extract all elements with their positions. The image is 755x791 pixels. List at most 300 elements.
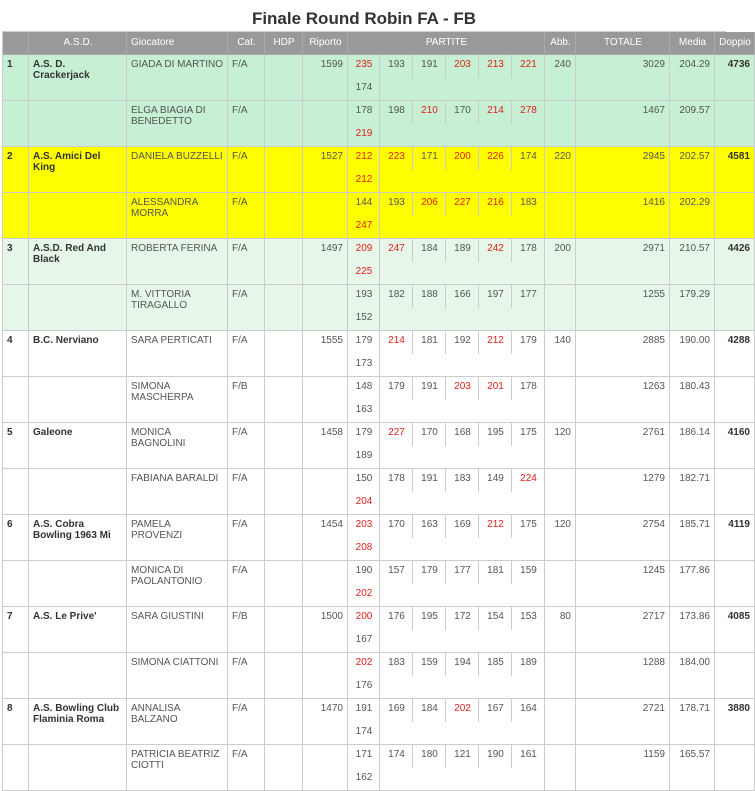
game-score: 182: [380, 285, 413, 308]
header-player: Giocatore: [127, 32, 228, 55]
game-score: 191: [413, 55, 446, 78]
game-score: 190: [479, 745, 512, 768]
team-position-empty: [3, 285, 29, 331]
extra-game-score: 219: [348, 124, 380, 147]
game-score: 193: [380, 193, 413, 216]
extra-game-score: 173: [348, 354, 380, 377]
team-riporto: 1470: [303, 699, 348, 745]
extra-game-empty: [380, 538, 545, 561]
extra-game-score: 167: [348, 630, 380, 653]
game-score: 144: [348, 193, 380, 216]
game-score: 184: [413, 239, 446, 262]
team-doppio-empty: [715, 745, 755, 791]
player-totale: 2721: [576, 699, 670, 745]
team-position-empty: [3, 377, 29, 423]
player-hdp: [265, 239, 303, 285]
header-asd: A.S.D.: [29, 32, 127, 55]
game-score: 195: [413, 607, 446, 630]
game-score: 200: [348, 607, 380, 630]
game-score: 166: [446, 285, 479, 308]
game-score: 170: [413, 423, 446, 446]
team-position-empty: [3, 561, 29, 607]
game-score: 247: [380, 239, 413, 262]
results-table: [2, 31, 751, 791]
player-media: 204.29: [670, 55, 715, 101]
player-media: 182.71: [670, 469, 715, 515]
team-riporto: 1454: [303, 515, 348, 561]
player-name: ROBERTA FERINA: [127, 239, 228, 285]
player-hdp: [265, 469, 303, 515]
team-abb-empty: [545, 285, 576, 331]
game-score: 178: [512, 377, 545, 400]
game-score: 178: [348, 101, 380, 124]
game-score: 221: [512, 55, 545, 78]
game-score: 214: [380, 331, 413, 354]
game-score: 242: [479, 239, 512, 262]
team-doppio-empty: [715, 377, 755, 423]
game-score: 224: [512, 469, 545, 492]
player-hdp: [265, 423, 303, 469]
game-score: 175: [512, 515, 545, 538]
player-media: 180.43: [670, 377, 715, 423]
team-name-empty: [29, 377, 127, 423]
team-doppio-empty: [715, 285, 755, 331]
game-score: 172: [446, 607, 479, 630]
team-name: Galeone: [29, 423, 127, 469]
team-doppio: 4085: [715, 607, 755, 653]
team-position-empty: [3, 193, 29, 239]
header-media: Media: [670, 32, 715, 55]
player-media: 178.71: [670, 699, 715, 745]
header-abb: Abb.: [545, 32, 576, 55]
team-abb-empty: [545, 745, 576, 791]
player-totale: 1467: [576, 101, 670, 147]
player-hdp: [265, 653, 303, 699]
game-score: 227: [446, 193, 479, 216]
game-score: 194: [446, 653, 479, 676]
game-score: 161: [512, 745, 545, 768]
player-media: 177.86: [670, 561, 715, 607]
team-name-empty: [29, 193, 127, 239]
team-doppio: 4160: [715, 423, 755, 469]
game-score: 210: [413, 101, 446, 124]
team-doppio-empty: [715, 101, 755, 147]
game-score: 177: [446, 561, 479, 584]
team-name: A.S.D. Red And Black: [29, 239, 127, 285]
team-riporto: 1500: [303, 607, 348, 653]
extra-game-score: 204: [348, 492, 380, 515]
player-totale: 1416: [576, 193, 670, 239]
game-score: 203: [446, 55, 479, 78]
player-name: MONICA BAGNOLINI: [127, 423, 228, 469]
game-score: 192: [446, 331, 479, 354]
game-score: 191: [413, 377, 446, 400]
game-score: 121: [446, 745, 479, 768]
team-riporto: 1458: [303, 423, 348, 469]
player-media: 184.00: [670, 653, 715, 699]
team-riporto-empty: [303, 561, 348, 607]
team-abb-empty: [545, 377, 576, 423]
player-totale: 2971: [576, 239, 670, 285]
team-name: A.S. Le Prive': [29, 607, 127, 653]
team-abb: 80: [545, 607, 576, 653]
game-score: 180: [413, 745, 446, 768]
game-score: 148: [348, 377, 380, 400]
player-media: 186.14: [670, 423, 715, 469]
player-totale: 1245: [576, 561, 670, 607]
team-doppio: 4119: [715, 515, 755, 561]
player-hdp: [265, 101, 303, 147]
player-category: F/A: [228, 285, 265, 331]
team-position: 5: [3, 423, 29, 469]
game-score: 150: [348, 469, 380, 492]
player-totale: 2754: [576, 515, 670, 561]
player-name: PAMELA PROVENZI: [127, 515, 228, 561]
team-position: 1: [3, 55, 29, 101]
header-partite: PARTITE: [348, 32, 545, 55]
game-score: 202: [348, 653, 380, 676]
extra-game-empty: [380, 170, 545, 193]
game-score: 181: [413, 331, 446, 354]
team-doppio: 4736: [715, 55, 755, 101]
game-score: 223: [380, 147, 413, 170]
player-totale: 1263: [576, 377, 670, 423]
player-media: 202.29: [670, 193, 715, 239]
player-category: F/A: [228, 515, 265, 561]
team-position: 8: [3, 699, 29, 745]
extra-game-score: 208: [348, 538, 380, 561]
game-score: 206: [413, 193, 446, 216]
team-abb: 220: [545, 147, 576, 193]
game-score: 189: [446, 239, 479, 262]
team-riporto: 1497: [303, 239, 348, 285]
player-category: F/B: [228, 377, 265, 423]
team-riporto-empty: [303, 377, 348, 423]
team-position-empty: [3, 653, 29, 699]
extra-game-score: 225: [348, 262, 380, 285]
player-totale: 2945: [576, 147, 670, 193]
team-name-empty: [29, 469, 127, 515]
header-pos: [3, 32, 29, 55]
player-hdp: [265, 147, 303, 193]
extra-game-empty: [380, 492, 545, 515]
game-score: 197: [479, 285, 512, 308]
player-totale: 1255: [576, 285, 670, 331]
extra-game-empty: [380, 124, 545, 147]
player-category: F/A: [228, 55, 265, 101]
game-score: 185: [479, 653, 512, 676]
extra-game-score: 174: [348, 78, 380, 101]
game-score: 191: [348, 699, 380, 722]
game-score: 178: [512, 239, 545, 262]
team-name-empty: [29, 745, 127, 791]
player-name: DANIELA BUZZELLI: [127, 147, 228, 193]
team-riporto-empty: [303, 469, 348, 515]
game-score: 164: [512, 699, 545, 722]
player-hdp: [265, 193, 303, 239]
extra-game-empty: [380, 722, 545, 745]
team-doppio-empty: [715, 653, 755, 699]
player-name: SARA GIUSTINI: [127, 607, 228, 653]
player-totale: 1279: [576, 469, 670, 515]
game-score: 235: [348, 55, 380, 78]
extra-game-score: 162: [348, 768, 380, 791]
game-score: 174: [512, 147, 545, 170]
team-position: 2: [3, 147, 29, 193]
player-category: F/A: [228, 561, 265, 607]
player-name: ANNALISA BALZANO: [127, 699, 228, 745]
team-doppio-empty: [715, 193, 755, 239]
game-score: 202: [446, 699, 479, 722]
extra-game-score: 174: [348, 722, 380, 745]
player-media: 210.57: [670, 239, 715, 285]
game-score: 198: [380, 101, 413, 124]
team-doppio: 4288: [715, 331, 755, 377]
game-score: 167: [479, 699, 512, 722]
header-totale: TOTALE: [576, 32, 670, 55]
extra-game-empty: [380, 308, 545, 331]
team-name-empty: [29, 285, 127, 331]
extra-game-score: 247: [348, 216, 380, 239]
team-name-empty: [29, 101, 127, 147]
game-score: 189: [512, 653, 545, 676]
player-totale: 1159: [576, 745, 670, 791]
team-abb-empty: [545, 193, 576, 239]
game-score: 170: [380, 515, 413, 538]
player-totale: 2761: [576, 423, 670, 469]
extra-game-empty: [380, 354, 545, 377]
player-hdp: [265, 285, 303, 331]
player-media: 179.29: [670, 285, 715, 331]
game-score: 176: [380, 607, 413, 630]
team-name: A.S. Cobra Bowling 1963 Mi: [29, 515, 127, 561]
team-riporto: 1599: [303, 55, 348, 101]
player-name: FABIANA BARALDI: [127, 469, 228, 515]
team-position: 6: [3, 515, 29, 561]
team-position-empty: [3, 101, 29, 147]
player-name: SIMONA MASCHERPA: [127, 377, 228, 423]
game-score: 213: [479, 55, 512, 78]
game-score: 179: [512, 331, 545, 354]
player-hdp: [265, 699, 303, 745]
team-abb-empty: [545, 469, 576, 515]
player-hdp: [265, 331, 303, 377]
team-name-empty: [29, 561, 127, 607]
player-category: F/A: [228, 423, 265, 469]
team-riporto: 1555: [303, 331, 348, 377]
player-hdp: [265, 561, 303, 607]
team-abb: 200: [545, 239, 576, 285]
team-doppio-empty: [715, 469, 755, 515]
team-name: A.S. Amici Del King: [29, 147, 127, 193]
header-doppio: Doppio: [715, 32, 755, 55]
extra-game-score: 212: [348, 170, 380, 193]
team-riporto: 1527: [303, 147, 348, 193]
player-media: 190.00: [670, 331, 715, 377]
game-score: 159: [512, 561, 545, 584]
team-doppio: 4426: [715, 239, 755, 285]
game-score: 216: [479, 193, 512, 216]
player-totale: 3029: [576, 55, 670, 101]
game-score: 212: [479, 331, 512, 354]
extra-game-empty: [380, 400, 545, 423]
game-score: 190: [348, 561, 380, 584]
game-score: 181: [479, 561, 512, 584]
team-name-empty: [29, 653, 127, 699]
team-position: 3: [3, 239, 29, 285]
game-score: 169: [446, 515, 479, 538]
player-hdp: [265, 745, 303, 791]
player-hdp: [265, 515, 303, 561]
game-score: 174: [380, 745, 413, 768]
game-score: 200: [446, 147, 479, 170]
team-abb-empty: [545, 101, 576, 147]
team-abb-empty: [545, 653, 576, 699]
team-abb: [545, 699, 576, 745]
player-name: SARA PERTICATI: [127, 331, 228, 377]
player-category: F/A: [228, 147, 265, 193]
team-abb: 140: [545, 331, 576, 377]
player-name: SIMONA CIATTONI: [127, 653, 228, 699]
team-name: A.S. D. Crackerjack: [29, 55, 127, 101]
team-riporto-empty: [303, 193, 348, 239]
extra-game-empty: [380, 584, 545, 607]
game-score: 183: [512, 193, 545, 216]
game-score: 212: [479, 515, 512, 538]
extra-game-empty: [380, 676, 545, 699]
player-category: F/A: [228, 745, 265, 791]
game-score: 159: [413, 653, 446, 676]
extra-game-empty: [380, 78, 545, 101]
game-score: 227: [380, 423, 413, 446]
player-media: 165.57: [670, 745, 715, 791]
game-score: 171: [348, 745, 380, 768]
player-name: PATRICIA BEATRIZ CIOTTI: [127, 745, 228, 791]
player-media: 202.57: [670, 147, 715, 193]
game-score: 184: [413, 699, 446, 722]
game-score: 209: [348, 239, 380, 262]
game-score: 195: [479, 423, 512, 446]
player-category: F/B: [228, 607, 265, 653]
player-name: M. VITTORIA TIRAGALLO: [127, 285, 228, 331]
header-cat: Cat.: [228, 32, 265, 55]
game-score: 179: [380, 377, 413, 400]
player-category: F/A: [228, 699, 265, 745]
player-media: 185.71: [670, 515, 715, 561]
player-category: F/A: [228, 193, 265, 239]
game-score: 157: [380, 561, 413, 584]
team-doppio-empty: [715, 561, 755, 607]
team-position: 4: [3, 331, 29, 377]
game-score: 178: [380, 469, 413, 492]
player-totale: 1288: [576, 653, 670, 699]
extra-game-empty: [380, 446, 545, 469]
game-score: 203: [348, 515, 380, 538]
game-score: 149: [479, 469, 512, 492]
team-abb-empty: [545, 561, 576, 607]
team-abb: 240: [545, 55, 576, 101]
player-category: F/A: [228, 101, 265, 147]
game-score: 153: [512, 607, 545, 630]
game-score: 179: [348, 423, 380, 446]
page-title: Finale Round Robin FA - FB: [251, 9, 477, 28]
team-position: 7: [3, 607, 29, 653]
game-score: 154: [479, 607, 512, 630]
game-score: 203: [446, 377, 479, 400]
header-riporto: Riporto: [303, 32, 348, 55]
game-score: 193: [348, 285, 380, 308]
game-score: 175: [512, 423, 545, 446]
team-doppio: 3880: [715, 699, 755, 745]
game-score: 226: [479, 147, 512, 170]
player-name: ALESSANDRA MORRA: [127, 193, 228, 239]
player-category: F/A: [228, 469, 265, 515]
team-position-empty: [3, 469, 29, 515]
team-abb: 120: [545, 423, 576, 469]
game-score: 179: [348, 331, 380, 354]
extra-game-score: 202: [348, 584, 380, 607]
team-abb: 120: [545, 515, 576, 561]
game-score: 191: [413, 469, 446, 492]
extra-game-empty: [380, 216, 545, 239]
player-media: 209.57: [670, 101, 715, 147]
game-score: 188: [413, 285, 446, 308]
extra-game-score: 163: [348, 400, 380, 423]
player-name: ELGA BIAGIA DI BENEDETTO: [127, 101, 228, 147]
game-score: 214: [479, 101, 512, 124]
extra-game-score: 176: [348, 676, 380, 699]
player-category: F/A: [228, 653, 265, 699]
game-score: 183: [446, 469, 479, 492]
team-name: B.C. Nerviano: [29, 331, 127, 377]
extra-game-empty: [380, 262, 545, 285]
game-score: 212: [348, 147, 380, 170]
team-riporto-empty: [303, 285, 348, 331]
extra-game-empty: [380, 630, 545, 653]
team-name: A.S. Bowling Club Flaminia Roma: [29, 699, 127, 745]
team-doppio: 4581: [715, 147, 755, 193]
player-name: GIADA DI MARTINO: [127, 55, 228, 101]
player-category: F/A: [228, 239, 265, 285]
extra-game-score: 189: [348, 446, 380, 469]
player-name: MONICA DI PAOLANTONIO: [127, 561, 228, 607]
team-position-empty: [3, 745, 29, 791]
player-totale: 2885: [576, 331, 670, 377]
game-score: 193: [380, 55, 413, 78]
game-score: 171: [413, 147, 446, 170]
extra-game-empty: [380, 768, 545, 791]
game-score: 168: [446, 423, 479, 446]
team-riporto-empty: [303, 653, 348, 699]
extra-game-score: 152: [348, 308, 380, 331]
team-riporto-empty: [303, 745, 348, 791]
player-hdp: [265, 607, 303, 653]
game-score: 169: [380, 699, 413, 722]
game-score: 177: [512, 285, 545, 308]
player-hdp: [265, 55, 303, 101]
game-score: 170: [446, 101, 479, 124]
header-hdp: HDP: [265, 32, 303, 55]
player-media: 173.86: [670, 607, 715, 653]
player-category: F/A: [228, 331, 265, 377]
team-riporto-empty: [303, 101, 348, 147]
game-score: 201: [479, 377, 512, 400]
player-totale: 2717: [576, 607, 670, 653]
player-hdp: [265, 377, 303, 423]
game-score: 183: [380, 653, 413, 676]
game-score: 179: [413, 561, 446, 584]
game-score: 278: [512, 101, 545, 124]
